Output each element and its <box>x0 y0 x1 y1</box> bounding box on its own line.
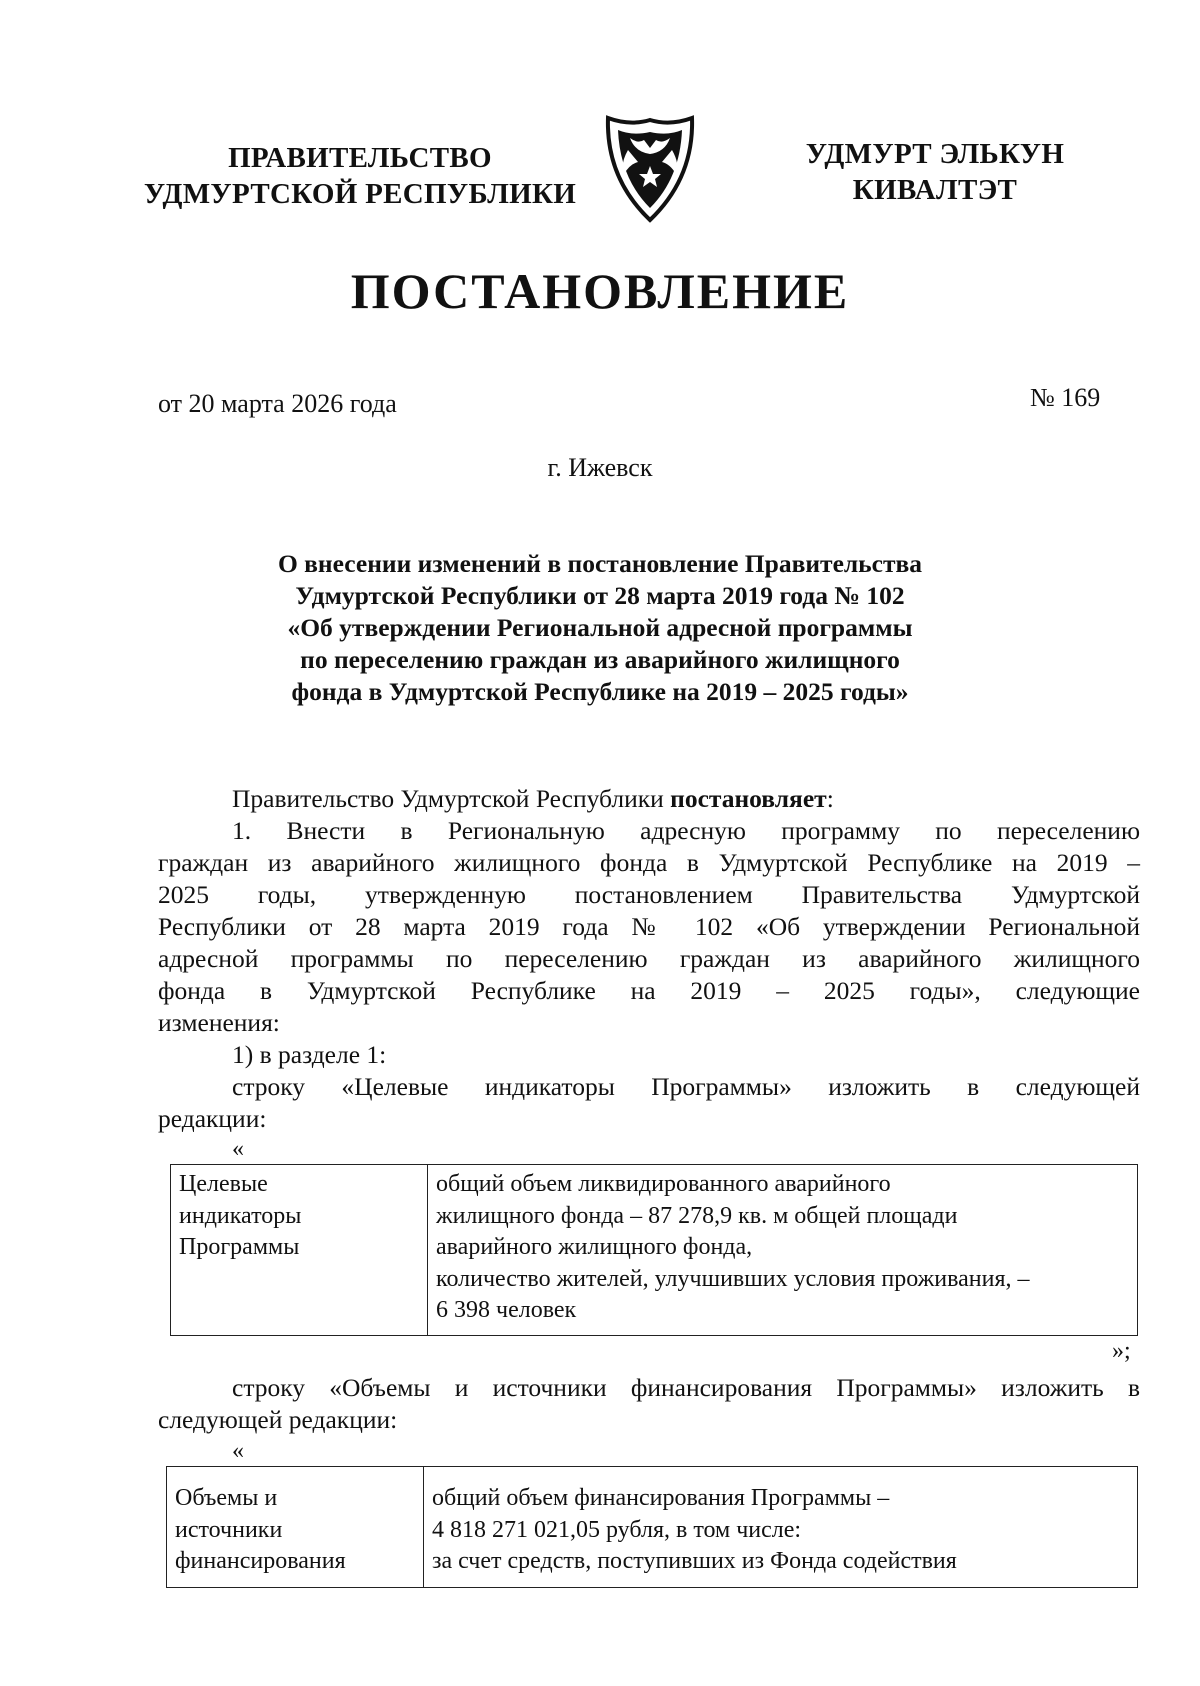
cell-line: Объемы и <box>175 1485 278 1511</box>
government-name-russian <box>140 140 580 212</box>
intro-decree-word: постановляет <box>670 784 827 813</box>
paragraph-line: адресной программы по переселению граждан из аварийного жилищного <box>158 944 1140 973</box>
subject-line: Удмуртской Республики от 28 марта 2019 года № 102 <box>295 581 905 610</box>
paragraph-line: следующей редакции: <box>158 1405 398 1434</box>
government-name-line: ПРАВИТЕЛЬСТВО <box>228 142 492 174</box>
item-heading: 1) в разделе 1: <box>232 1040 387 1069</box>
close-quote: »; <box>1112 1338 1131 1364</box>
table-value-cell <box>428 1165 1138 1336</box>
cell-line: общий объем ликвидированного аварийного <box>436 1171 891 1197</box>
paragraph-line: граждан из аварийного жилищного фонда в Удмуртской Республике на 2019 – <box>158 848 1140 877</box>
table-label-cell <box>167 1467 424 1588</box>
cell-line: индикаторы <box>179 1202 302 1229</box>
cell-line: аварийного жилищного фонда, <box>436 1234 753 1260</box>
government-name-udmurt <box>790 136 1080 208</box>
cell-line: Целевые <box>179 1171 268 1197</box>
intro-text: Правительство Удмуртской Республики <box>232 784 671 813</box>
udmurt-coat-of-arms-icon <box>600 108 700 228</box>
paragraph-line: фонда в Удмуртской Республике на 2019 – 2025 годы», следующие <box>158 976 1140 1005</box>
government-name-line: УДМУРТСКОЙ РЕСПУБЛИКИ <box>143 178 577 210</box>
cell-line: количество жителей, улучшивших условия проживания, – <box>436 1265 1030 1292</box>
open-quote: « <box>232 1136 244 1162</box>
cell-line: источники <box>175 1516 283 1543</box>
paragraph-line: 1. Внести в Региональную адресную программу по переселению <box>232 816 1140 845</box>
cell-line: жилищного фонда – 87 278,9 кв. м общей площади <box>436 1202 958 1229</box>
paragraph-line: редакции: <box>158 1104 267 1133</box>
subject-line: О внесении изменений в постановление Правительства <box>277 549 923 578</box>
paragraph-line: 2025 годы, утвержденную постановлением Правительства Удмуртской <box>158 880 1140 909</box>
subject-line: фонда в Удмуртской Республике на 2019 – 2025 годы» <box>291 677 909 706</box>
document-title: ПОСТАНОВЛЕНИЕ <box>350 263 850 319</box>
subject-line: «Об утверждении Региональной адресной программы <box>287 613 913 642</box>
government-name-line: КИВАЛТЭТ <box>852 174 1018 206</box>
open-quote: « <box>232 1438 244 1464</box>
cell-line: за счет средств, поступивших из Фонда содействия <box>432 1548 957 1574</box>
intro-colon: : <box>826 784 834 813</box>
table-value-cell <box>424 1467 1138 1588</box>
table-row <box>171 1165 1138 1336</box>
cell-line: Программы <box>179 1234 300 1260</box>
targets-table <box>170 1164 1138 1336</box>
paragraph-line: Республики от 28 марта 2019 года № 102 «Об утверждении Региональной <box>158 912 1140 941</box>
cell-line: 6 398 человек <box>436 1297 577 1323</box>
paragraph-line: строку «Целевые индикаторы Программы» изложить в следующей <box>232 1072 1140 1101</box>
document-subject <box>0 548 1200 708</box>
financing-table <box>166 1466 1138 1588</box>
paragraph-line: изменения: <box>158 1008 280 1037</box>
intro-paragraph <box>232 783 834 815</box>
cell-line: общий объем финансирования Программы – <box>432 1485 890 1511</box>
table-label-cell <box>171 1165 428 1336</box>
table-row <box>167 1467 1138 1588</box>
document-city: г. Ижевск <box>547 453 653 482</box>
subject-line: по переселению граждан из аварийного жилищного <box>300 645 900 674</box>
cell-line: 4 818 271 021,05 рубля, в том числе: <box>432 1516 802 1543</box>
document-number: № 169 <box>1030 383 1101 412</box>
document-date: от 20 марта 2026 года <box>158 389 397 418</box>
government-name-line: УДМУРТ ЭЛЬКУН <box>805 138 1065 170</box>
paragraph-line: строку «Объемы и источники финансирования Программы» изложить в <box>232 1373 1140 1402</box>
cell-line: финансирования <box>175 1548 346 1574</box>
